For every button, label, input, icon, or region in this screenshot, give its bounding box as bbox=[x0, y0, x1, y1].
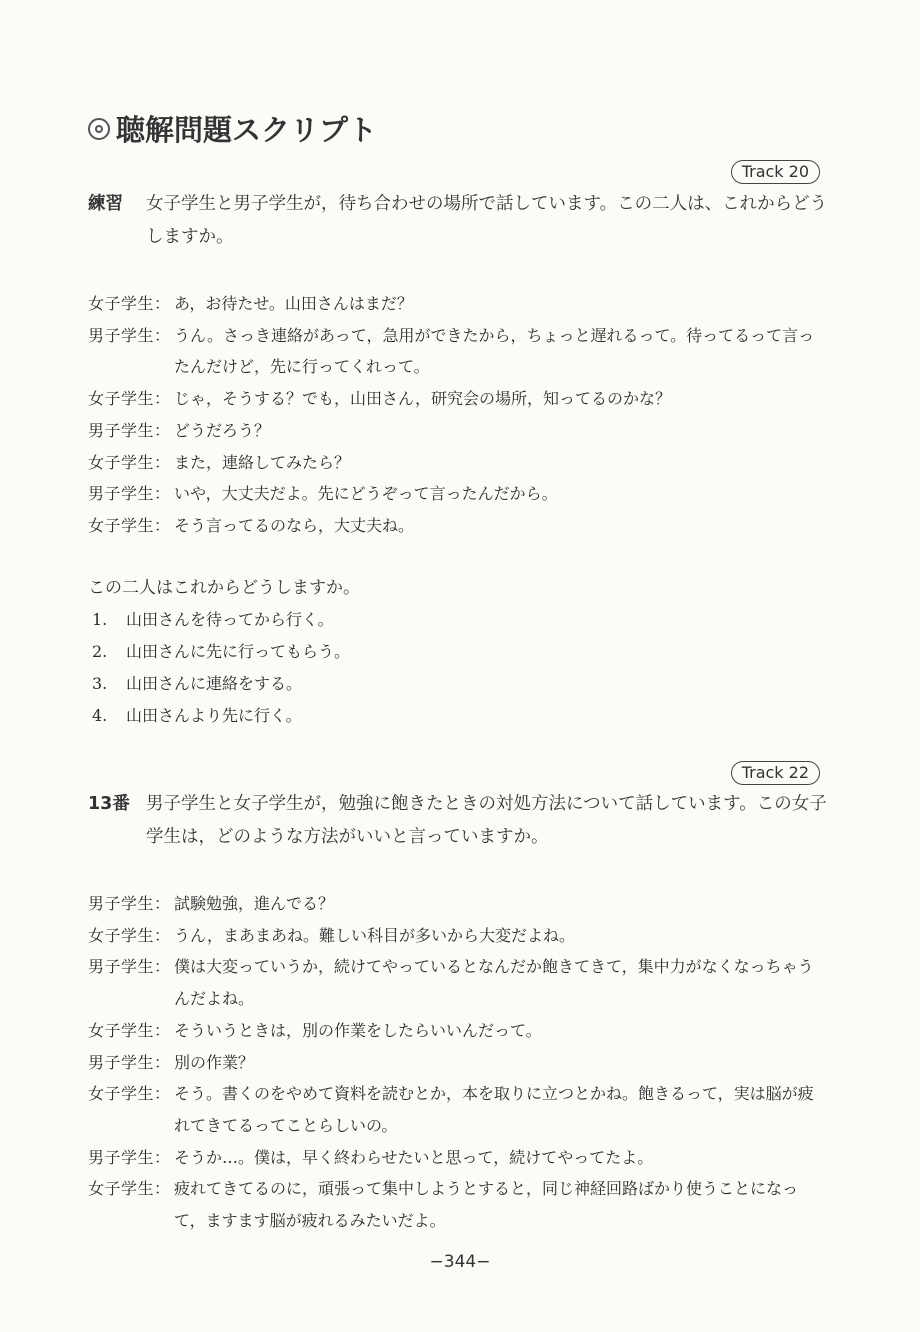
answer-choice bbox=[92, 668, 792, 700]
dialogue-line bbox=[88, 288, 828, 320]
speaker: 女子学生： bbox=[88, 1020, 171, 1040]
choice-number: 2. bbox=[92, 642, 108, 661]
dialogue-line bbox=[88, 478, 828, 510]
dialogue-line bbox=[88, 1142, 828, 1174]
question-text: 女子学生と男子学生が，待ち合わせの場所で話しています。この二人は、これからどうしますか。 bbox=[146, 194, 828, 247]
question-prompt bbox=[88, 188, 828, 254]
choice-text: 山田さんを待ってから行く。 bbox=[126, 610, 334, 629]
utterance: いや，大丈夫だよ。先にどうぞって言ったんだから。 bbox=[174, 484, 558, 504]
dialogue-line bbox=[88, 510, 828, 542]
speaker: 男子学生： bbox=[88, 1147, 171, 1167]
section-title bbox=[88, 108, 377, 149]
utterance: 僕は大変っていうか，続けてやっているとなんだか飽きてきて，集中力がなくなっちゃうんだよね。 bbox=[174, 957, 814, 1009]
track-label: Track 22 bbox=[731, 761, 820, 785]
answer-choice bbox=[92, 604, 792, 636]
utterance: じゃ，そうする？でも，山田さん，研究会の場所，知ってるのかな？ bbox=[174, 389, 671, 409]
dialogue-line bbox=[88, 1015, 828, 1047]
choice-number: 4. bbox=[92, 706, 108, 725]
speaker: 男子学生： bbox=[88, 420, 171, 440]
speaker: 女子学生： bbox=[88, 515, 171, 535]
question-number: 13番 bbox=[88, 794, 130, 814]
dialogue bbox=[88, 888, 828, 1237]
utterance: 疲れてきてるのに，頑張って集中しようとすると，同じ神経回路ばかり使うことになって，ますます脳が疲れるみたいだよ。 bbox=[174, 1179, 799, 1231]
utterance: そう。書くのをやめて資料を読むとか，本を取りに立つとかね。飽きるって，実は脳が疲れてきてるってことらしいの。 bbox=[174, 1084, 814, 1135]
dialogue-line bbox=[88, 383, 828, 415]
answer-choices bbox=[92, 604, 792, 732]
answer-choice bbox=[92, 700, 792, 732]
dialogue-line bbox=[88, 320, 828, 383]
utterance: うん。さっき連絡があって，急用ができたから，ちょっと遅れるって。待ってるって言ったんだけど，先に行ってくれって。 bbox=[174, 325, 815, 377]
speaker: 女子学生： bbox=[88, 1179, 171, 1199]
utterance: 別の作業？ bbox=[174, 1052, 255, 1072]
dialogue-line bbox=[88, 951, 828, 1014]
speaker: 男子学生： bbox=[88, 325, 171, 345]
utterance: 試験勉強，進んでる？ bbox=[174, 894, 335, 913]
speaker: 女子学生： bbox=[88, 925, 171, 945]
page-number: −344− bbox=[429, 1252, 491, 1272]
closing-question: この二人はこれからどうしますか。 bbox=[88, 578, 360, 598]
dialogue-line bbox=[88, 415, 828, 447]
section-title-text: 聴解問題スクリプト bbox=[116, 113, 378, 147]
speaker: 女子学生： bbox=[88, 389, 171, 409]
speaker: 女子学生： bbox=[88, 452, 171, 472]
utterance: そう言ってるのなら，大丈夫ね。 bbox=[174, 515, 415, 535]
utterance: また，連絡してみたら？ bbox=[174, 452, 351, 472]
choice-number: 1. bbox=[92, 610, 108, 629]
speaker: 男子学生： bbox=[88, 484, 171, 504]
utterance: そうか…。僕は，早く終わらせたいと思って，続けてやってたよ。 bbox=[174, 1147, 654, 1167]
choice-text: 山田さんに連絡をする。 bbox=[126, 674, 303, 693]
question-prompt bbox=[88, 788, 828, 854]
speaker: 女子学生： bbox=[88, 294, 171, 313]
disc-icon bbox=[88, 118, 110, 140]
dialogue-line bbox=[88, 1173, 828, 1236]
utterance: どうだろう？ bbox=[174, 420, 271, 440]
utterance: うん，まあまあね。難しい科目が多いから大変だよね。 bbox=[174, 925, 575, 945]
dialogue-line bbox=[88, 447, 828, 479]
choice-number: 3. bbox=[92, 674, 108, 693]
speaker: 男子学生： bbox=[88, 1052, 171, 1072]
dialogue-line bbox=[88, 920, 828, 952]
answer-choice bbox=[92, 636, 792, 668]
speaker: 男子学生： bbox=[88, 957, 171, 977]
dialogue bbox=[88, 288, 828, 542]
speaker: 男子学生： bbox=[88, 894, 171, 913]
speaker: 女子学生： bbox=[88, 1084, 171, 1104]
question-text: 男子学生と女子学生が，勉強に飽きたときの対処方法について話しています。この女子学生は，どのような方法がいいと言っていますか。 bbox=[146, 794, 827, 847]
utterance: あ，お待たせ。山田さんはまだ？ bbox=[174, 294, 413, 313]
dialogue-line bbox=[88, 1047, 828, 1079]
dialogue-line bbox=[88, 1078, 828, 1141]
question-number: 練習 bbox=[88, 194, 123, 214]
track-label: Track 20 bbox=[731, 160, 820, 184]
choice-text: 山田さんより先に行く。 bbox=[126, 706, 302, 725]
choice-text: 山田さんに先に行ってもらう。 bbox=[126, 642, 351, 661]
utterance: そういうときは，別の作業をしたらいいんだって。 bbox=[174, 1020, 542, 1040]
dialogue-line bbox=[88, 888, 828, 920]
